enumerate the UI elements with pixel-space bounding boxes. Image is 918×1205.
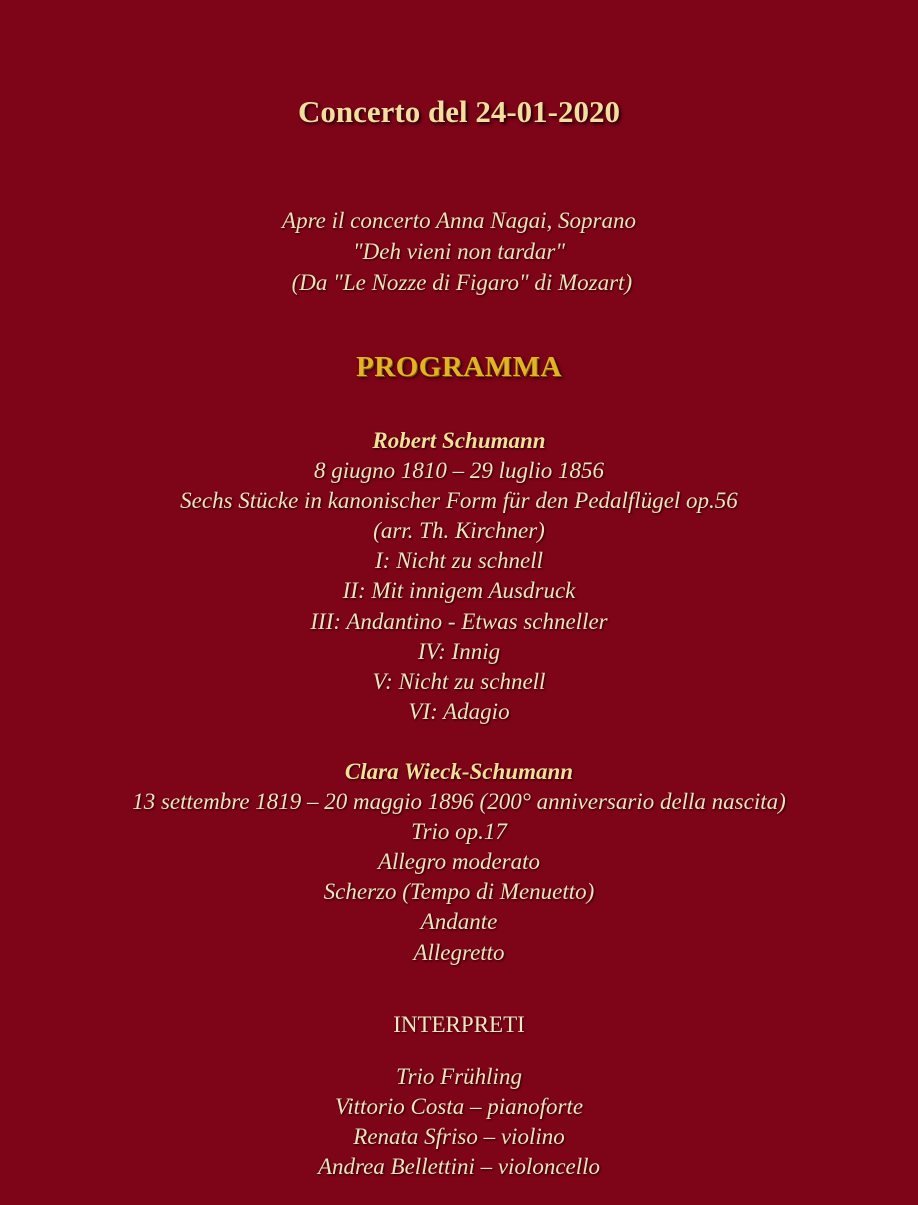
programma-heading: PROGRAMMA: [356, 351, 562, 383]
composer-name: Robert Schumann: [372, 428, 546, 453]
page-title: Concerto del 24-01-2020: [298, 94, 620, 129]
movement-item: V: Nicht zu schnell: [372, 668, 546, 694]
composer-name: Clara Wieck-Schumann: [344, 759, 574, 784]
movement-item: III: Andantino - Etwas schneller: [310, 608, 608, 634]
composer-dates: 8 giugno 1810 – 29 luglio 1856: [313, 458, 605, 484]
movement-item: IV: Innig: [417, 638, 501, 664]
movement-item: Andante: [420, 909, 498, 935]
movement-item: Scherzo (Tempo di Menuetto): [323, 879, 595, 905]
opening-section: [0, 205, 918, 298]
work-title: Trio op.17: [411, 819, 507, 845]
work-title: Sechs Stücke in kanonischer Form für den Pedalflügel op.56: [180, 488, 738, 514]
movement-item: Allegretto: [413, 939, 505, 965]
performer-item: Renata Sfriso – violino: [353, 1124, 565, 1150]
schumann-section: [0, 426, 918, 727]
ensemble-name: Trio Frühling: [396, 1064, 522, 1089]
performer-item: Vittorio Costa – pianoforte: [334, 1094, 584, 1120]
opening-line-aria: "Deh vieni non tardar": [352, 239, 566, 264]
movement-item: Allegro moderato: [377, 849, 541, 875]
interpreti-section: [0, 1062, 918, 1182]
movement-item: I: Nicht zu schnell: [375, 548, 543, 574]
performer-item: Andrea Bellettini – violoncello: [317, 1154, 601, 1180]
opening-line-source: (Da "Le Nozze di Figaro" di Mozart): [285, 270, 633, 295]
movement-item: II: Mit innigem Ausdruck: [342, 578, 576, 604]
interpreti-heading: INTERPRETI: [393, 1012, 525, 1037]
work-arrangement: (arr. Th. Kirchner): [373, 518, 545, 544]
composer-dates: 13 settembre 1819 – 20 maggio 1896 (200° anniversario della nascita): [132, 789, 786, 815]
opening-line-performer: Apre il concerto Anna Nagai, Soprano: [282, 208, 636, 233]
movement-item: VI: Adagio: [408, 698, 510, 724]
clara-section: [0, 757, 918, 968]
